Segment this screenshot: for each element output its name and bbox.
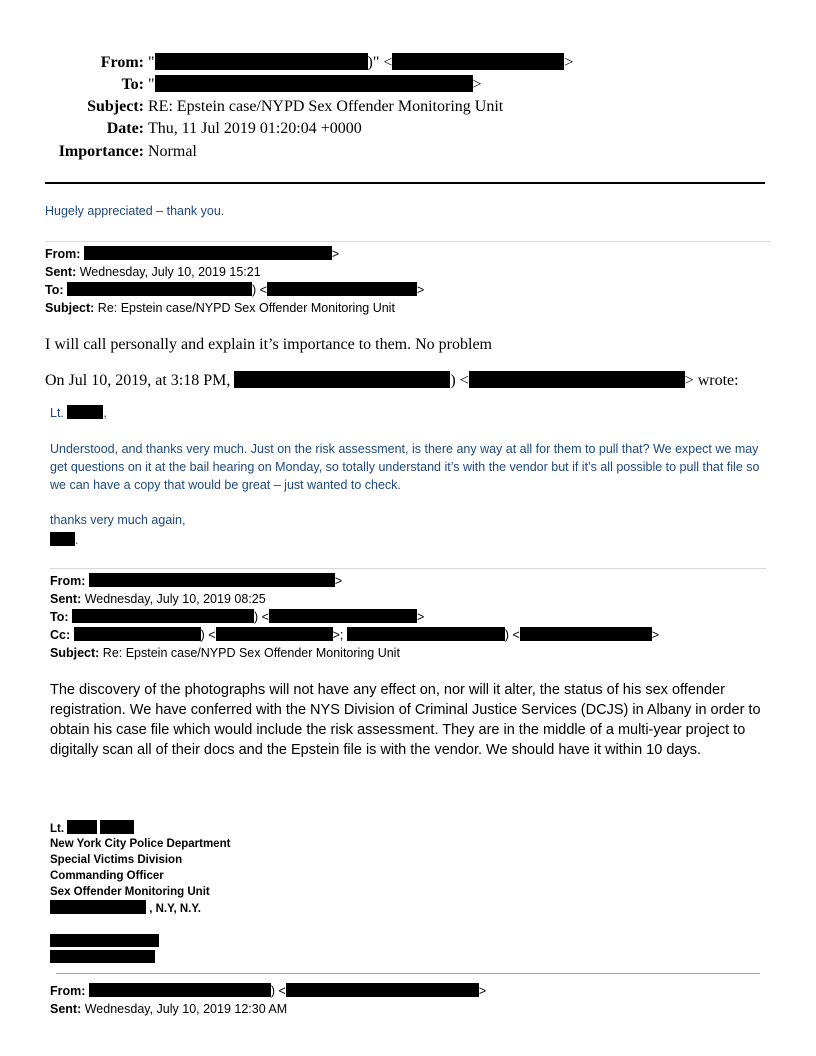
redaction-block	[84, 246, 332, 260]
msg4-from-line: From: >	[50, 574, 343, 588]
header-subject-value: RE: Epstein case/NYPD Sex Offender Monitoring Unit	[148, 98, 504, 115]
redaction-block	[269, 609, 417, 623]
msg2-to-line: To: ) < >	[45, 283, 425, 297]
msg5-sent-line: Sent: Wednesday, July 10, 2019 12:30 AM	[50, 1002, 288, 1016]
msg3-signoff: .	[50, 532, 78, 547]
redaction-block	[347, 627, 505, 641]
header-from-label: From:	[100, 54, 144, 71]
redaction-block	[50, 532, 75, 546]
redaction-block	[89, 983, 271, 997]
msg2-quote-line: On Jul 10, 2019, at 3:18 PM, ) < > wrote:	[45, 372, 739, 389]
redaction-block	[50, 900, 146, 914]
header-date-value: Thu, 11 Jul 2019 01:20:04 +0000	[148, 120, 362, 137]
reply-text: Hugely appreciated – thank you.	[45, 204, 225, 218]
redaction-block	[234, 371, 450, 388]
redaction-block	[520, 627, 652, 641]
msg4-sent-line: Sent: Wednesday, July 10, 2019 08:25	[50, 592, 266, 606]
redaction-block	[286, 983, 479, 997]
header-divider	[45, 182, 765, 184]
msg4-body: The discovery of the photographs will not have any effect on, nor will it alter, the status of his sex offender registration. We have conferred with the NYS Division of Criminal Justice Services (DCJS) in Albany in order to obtain his case file which would include the risk assessment. They are in the middle of a multi-year project to digitally scan all of their docs and the Epstein file is with the vendor. We should have it within 10 days.	[50, 682, 761, 758]
redaction-block	[100, 820, 134, 834]
msg3-greeting: Lt. ,	[50, 406, 107, 420]
msg4-to-line: To: ) < >	[50, 610, 425, 624]
signature-division: Special Victims Division	[50, 854, 183, 866]
redaction-block	[267, 282, 417, 296]
redaction-block	[469, 371, 685, 388]
signature-role: Commanding Officer	[50, 870, 164, 882]
msg2-subject-line: Subject: Re: Epstein case/NYPD Sex Offender Monitoring Unit	[45, 301, 395, 315]
redaction-block	[67, 820, 97, 834]
message-divider	[50, 568, 766, 569]
msg3-paragraph: Understood, and thanks very much. Just on the risk assessment, is there any way at all for them to pull that? We expect we may get questions on it at the bail hearing on Monday, so totally understand it’s with the vendor but if it’s all possible to pull that file so we can have a copy that would be great – just wanted to check.	[50, 442, 760, 492]
message-divider	[45, 241, 771, 242]
msg3-closing: thanks very much again,	[50, 513, 186, 527]
redaction-block	[155, 53, 368, 70]
signature-title: Lt.	[50, 820, 134, 837]
msg2-body: I will call personally and explain it’s importance to them. No problem	[45, 336, 492, 353]
signature-unit: Sex Offender Monitoring Unit	[50, 886, 210, 898]
msg5-from-line: From: ) < >	[50, 984, 487, 998]
msg4-subject-line: Subject: Re: Epstein case/NYPD Sex Offender Monitoring Unit	[50, 646, 400, 660]
header-importance-value: Normal	[148, 143, 197, 160]
msg2-from-line: From: >	[45, 247, 340, 261]
redaction-block	[67, 282, 252, 296]
redaction-block	[50, 950, 155, 963]
signature-address: , N.Y, N.Y.	[50, 900, 201, 917]
signature-department: New York City Police Department	[50, 838, 231, 850]
header-to-value: " >	[148, 76, 482, 93]
redaction-block	[155, 75, 473, 92]
msg2-sent-line: Sent: Wednesday, July 10, 2019 15:21	[45, 265, 261, 279]
header-date-label: Date:	[106, 120, 144, 137]
header-subject-label: Subject:	[87, 98, 144, 115]
message-divider	[56, 973, 760, 974]
msg4-cc-line: Cc: ) < >; ) < >	[50, 628, 660, 642]
redaction-block	[50, 934, 159, 947]
header-importance-label: Importance:	[58, 143, 144, 160]
redaction-block	[74, 627, 201, 641]
header-from-value: " )" < >	[148, 54, 574, 71]
redaction-block	[216, 627, 333, 641]
header-to-label: To:	[121, 76, 144, 93]
redaction-block	[392, 53, 564, 70]
redaction-block	[72, 609, 254, 623]
redaction-block	[67, 405, 103, 419]
redaction-block	[89, 573, 335, 587]
